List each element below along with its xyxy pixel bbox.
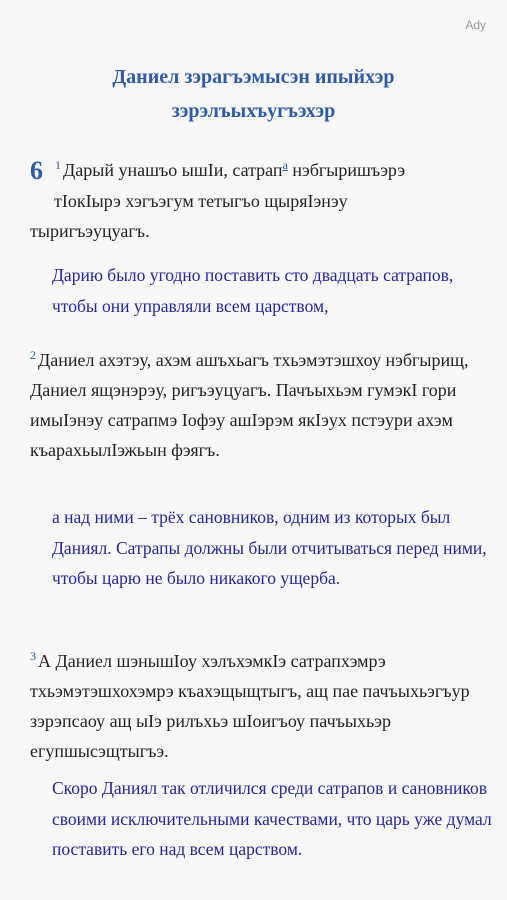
- verse-text: Дарый унашъо ышIи, сатрап: [63, 160, 283, 180]
- section-title: [0, 60, 507, 128]
- verse-1: [30, 150, 485, 246]
- verse-2: [30, 340, 485, 465]
- verse-1-line-3: тыригъэуцуагъ.: [30, 221, 150, 241]
- verse-3: [30, 641, 485, 766]
- translation-3: Скоро Даниял так отличился среди сатрапов и сановников своими исключительными качествами, что царь уже думал поставить его над всем царством.: [52, 778, 492, 859]
- verse-number: 1: [55, 158, 61, 172]
- language-switch[interactable]: Ady: [465, 18, 486, 32]
- verse-number: 3: [30, 649, 36, 663]
- verse-number: 2: [30, 348, 36, 362]
- translation-1: Дарию было угодно поставить сто двадцать сатрапов, чтобы они управляли всем царством,: [52, 265, 454, 316]
- footnote-link[interactable]: a: [282, 158, 288, 172]
- translation-2: а над ними – трёх сановников, одним из которых был Даниял. Сатрапы должны были отчитываться перед ними, чтобы царю не было никакого ущерба.: [52, 507, 487, 588]
- chapter-number: 6: [30, 156, 43, 185]
- verse-text: Даниел ахэтэу, ахэм ашъхьагъ тхьэмэтэшхоу нэбгырищ, Даниел ящэнэрэу, ригъэуцуагъ. Пачъыхьэм гумэкI гори имыIэнэу сатрапмэ Iофэу ашIэрэм якIэух пстэури ахэм къарахьылIэжьын фэягъ.: [30, 350, 469, 460]
- title-line-2: зэрэлъыхъугъэхэр: [171, 100, 336, 122]
- verse-1-line-1: [30, 150, 485, 186]
- verse-text: нэбгыришъэрэ: [287, 160, 406, 180]
- verse-1-line-2: тIокIырэ хэгъэгум тетыгъо щыряIэнэу: [54, 191, 348, 211]
- title-line-1: Даниел зэрагъэмысэн ипыйхэр: [112, 66, 395, 88]
- verse-text: А Даниел шэнышIоу хэлъхэмкIэ сатрапхэмрэ тхьэмэтэшхохэмрэ къахэщыщтыгъ, ащ пае пачъыхьэгъур зэрэпсаоу ащ ыIэ рилъхьэ шIоигъоу пачъыхьэр егупшысэщтыгъэ.: [30, 651, 470, 761]
